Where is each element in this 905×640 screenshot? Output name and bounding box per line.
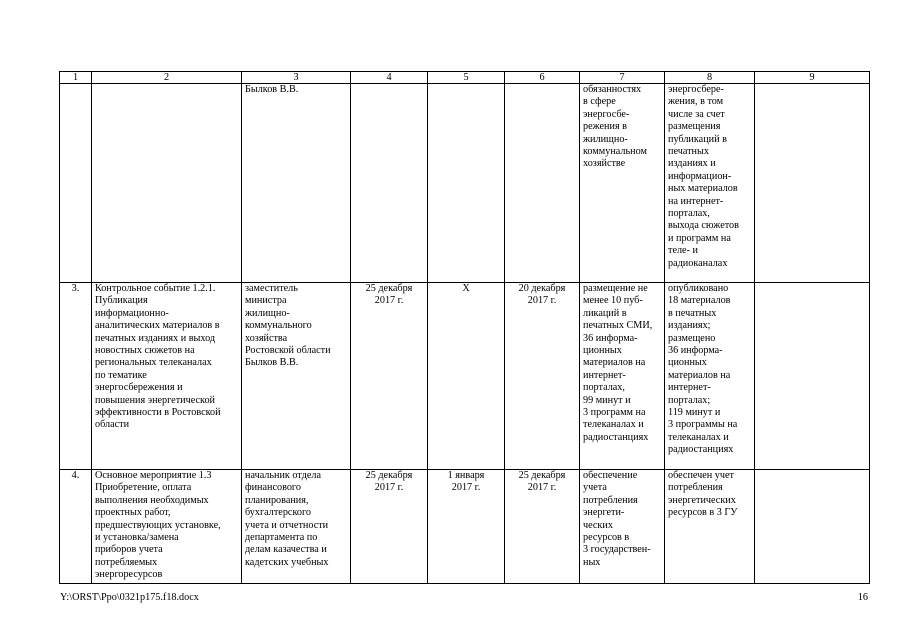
actual-result: обеспечен учет потребления энергетических ресурсов в 3 ГУ <box>665 470 755 584</box>
reasons <box>755 84 870 283</box>
column-header: 6 <box>505 72 580 84</box>
report-table <box>59 71 870 584</box>
event-name: Контрольное событие 1.2.1. Публикация информационно- аналитических материалов в печатных изданиях и выход новостных сюжетов на региональных телеканалах по тематике энергосбережения и повышения энергетической эффективности в Ростовской области <box>92 283 242 470</box>
end-date: 25 декабря 2017 г. <box>505 470 580 584</box>
header-row <box>60 72 870 84</box>
expected-result: обеспечение учета потребления энергети- ческих ресурсов в 3 государствен- ных <box>580 470 665 584</box>
start-date: X <box>428 283 505 470</box>
file-path: Y:\ORST\Ppo\0321p175.f18.docx <box>60 592 199 603</box>
start-date <box>428 84 505 283</box>
actual-result: энергосбере- жения, в том числе за счет размещения публикаций в печатных изданиях и информацион- ных материалов на интернет- порталах, выхода сюжетов и программ на теле- и радиоканалах <box>665 84 755 283</box>
expected-result: размещение не менее 10 пуб- ликаций в печатных СМИ, 36 информа- ционных материалов на интернет- порталах, 99 минут и 3 программ на телеканалах и радиостанциях <box>580 283 665 470</box>
table-row <box>60 283 870 470</box>
column-header: 3 <box>242 72 351 84</box>
plan-date <box>351 84 428 283</box>
row-number: 3. <box>60 283 92 470</box>
column-header: 7 <box>580 72 665 84</box>
column-header: 9 <box>755 72 870 84</box>
table-row <box>60 470 870 584</box>
column-header: 4 <box>351 72 428 84</box>
actual-result: опубликовано 18 материалов в печатных изданиях; размещено 36 информа- ционных материалов на интернет- порталах; 119 минут и 3 программы на телеканалах и радиостанциях <box>665 283 755 470</box>
reasons <box>755 283 870 470</box>
responsible-person: начальник отдела финансового планирования, бухгалтерского учета и отчетности департамента по делам казачества и кадетских учебных <box>242 470 351 584</box>
responsible-person: заместитель министра жилищно- коммунального хозяйства Ростовской области Былков В.В. <box>242 283 351 470</box>
row-number: 4. <box>60 470 92 584</box>
responsible-person: Былков В.В. <box>242 84 351 283</box>
expected-result: обязанностях в сфере энергосбе- режения в жилищно- коммунальном хозяйстве <box>580 84 665 283</box>
page-number: 16 <box>857 592 868 603</box>
event-name: Основное мероприятие 1.3 Приобретение, оплата выполнения необходимых проектных работ, предшествующих установке, и установка/замена приборов учета потребляемых энергоресурсов <box>92 470 242 584</box>
reasons <box>755 470 870 584</box>
event-name <box>92 84 242 283</box>
start-date: 1 января 2017 г. <box>428 470 505 584</box>
row-number <box>60 84 92 283</box>
plan-date: 25 декабря 2017 г. <box>351 283 428 470</box>
end-date: 20 декабря 2017 г. <box>505 283 580 470</box>
column-header: 5 <box>428 72 505 84</box>
end-date <box>505 84 580 283</box>
table-row <box>60 84 870 283</box>
column-header: 1 <box>60 72 92 84</box>
column-header: 2 <box>92 72 242 84</box>
plan-date: 25 декабря 2017 г. <box>351 470 428 584</box>
column-header: 8 <box>665 72 755 84</box>
